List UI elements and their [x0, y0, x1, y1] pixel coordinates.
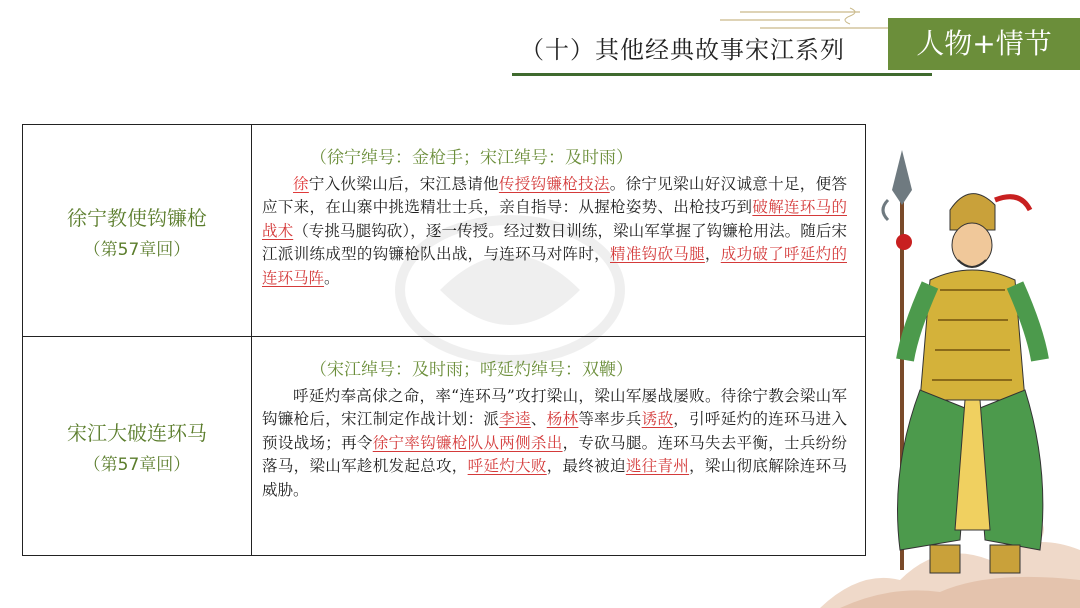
warrior-illustration: [860, 150, 1080, 590]
paragraph-text: （专挑马腿钩砍），逐一传授。经过数日训练，梁山军掌握了钩镰枪用法。随后宋江派训练成型的钩镰枪队出战，与连环马对阵时，: [262, 221, 847, 263]
highlight-text: 呼延灼大败: [467, 457, 547, 475]
paragraph-text: ，引呼延灼的连环马进入预设战场；再令: [262, 410, 847, 452]
story-paragraph: [262, 173, 847, 291]
story-name-cell: [23, 125, 252, 337]
highlight-text: 徐宁率钩镰枪队从两侧杀出: [372, 433, 563, 452]
paragraph-text: 等率步兵: [578, 410, 642, 428]
paragraph-text: 。徐宁见梁山好汉诚意十足，便答应下来，在山寨中挑选精壮士兵，亲自指导：从握枪姿势、出枪技巧到: [262, 174, 847, 216]
story-detail-cell: [252, 125, 865, 337]
paragraph-text: 呼延灼奉高俅之命，率“连环马”攻打梁山，梁山军屡战屡败。待徐宁教会梁山军钩镰枪后，宋江制定作战计划：派: [262, 386, 847, 428]
story-chapter: （第57章回）: [83, 455, 191, 475]
title-underline: [512, 73, 932, 76]
highlight-text: 传授钩镰枪技法: [498, 174, 610, 193]
epithet-line: （徐宁绰号：金枪手；宋江绰号：及时雨）: [310, 148, 633, 168]
category-tag: 人物+情节: [888, 18, 1080, 70]
highlight-text: 李逵: [499, 410, 531, 428]
story-table: [22, 124, 866, 556]
highlight-text: 徐: [293, 174, 309, 193]
highlight-text: 成功破了呼延灼的连环马阵: [262, 245, 847, 287]
paragraph-text: 宁入伙梁山后，宋江恳请他: [308, 174, 499, 193]
story-detail-cell: [252, 337, 865, 555]
paragraph-text: ，最终被迫: [546, 457, 626, 475]
paragraph-text: 。: [324, 268, 340, 287]
highlight-text: 精准钩砍马腿: [610, 245, 705, 263]
story-name-cell: [23, 337, 252, 555]
page-title: （十）其他经典故事宋江系列: [520, 36, 845, 64]
story-paragraph: [262, 385, 847, 503]
highlight-text: 诱敌: [641, 410, 674, 428]
epithet-line: （宋江绰号：及时雨；呼延灼绰号：双鞭）: [310, 360, 633, 380]
highlight-text: 破解连环马的战术: [262, 198, 847, 240]
paragraph-text: ，: [704, 245, 721, 263]
story-name: 徐宁教使钩镰枪: [67, 205, 207, 230]
highlight-text: 杨林: [546, 410, 579, 428]
paragraph-text: 、: [530, 410, 547, 428]
story-name: 宋江大破连环马: [67, 421, 207, 445]
paragraph-text: ，专砍马腿。连环马失去平衡，士兵纷纷落马，梁山军趁机发起总攻，: [262, 433, 847, 475]
story-chapter: （第57章回）: [83, 239, 191, 260]
paragraph-text: ，梁山彻底解除连环马威胁。: [262, 457, 847, 499]
highlight-text: 逃往青州: [625, 457, 690, 475]
